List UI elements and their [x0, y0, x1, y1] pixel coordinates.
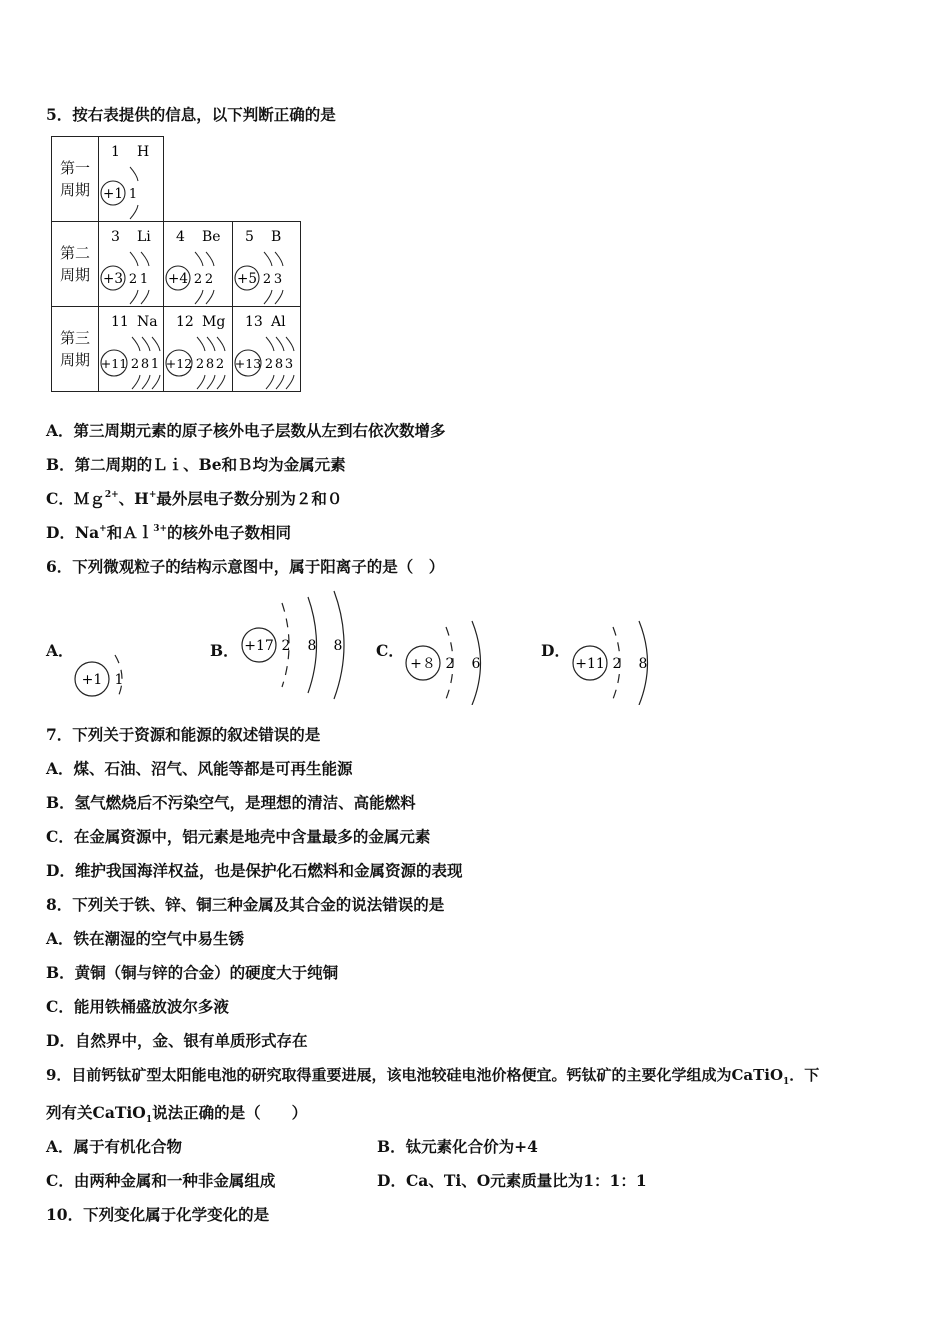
shell-arc-bottom	[197, 375, 205, 389]
shell-arc-top	[132, 337, 140, 351]
q9-option-b: B．钛元素化合价为+4	[377, 1137, 538, 1156]
shell-electron-count: 2	[262, 272, 271, 287]
shell-arc-bottom	[206, 290, 214, 304]
shell-arc-top	[142, 337, 150, 351]
q5-stem: 5．按右表提供的信息，以下判断正确的是	[46, 105, 336, 124]
element-symbol: B	[270, 229, 281, 245]
element-cell-Mg	[164, 307, 233, 392]
nucleus-charge: +12	[165, 356, 193, 371]
shell-arc-bottom	[141, 290, 149, 304]
shell-electron-count: 8	[274, 357, 283, 372]
shell-electron-count: 2	[215, 357, 225, 372]
shell-arc-top	[195, 252, 203, 266]
atomic-number: 5	[244, 229, 254, 245]
shell-electron-count: 8	[205, 357, 215, 372]
shell-arc-top	[207, 337, 215, 351]
nucleus-charge: +11	[575, 656, 605, 672]
element-cell-B	[232, 222, 300, 307]
shell-electron-count: 2	[193, 272, 203, 287]
q8-stem: 8．下列关于铁、锌、铜三种金属及其合金的说法错误的是	[46, 895, 445, 914]
shell-arc-bottom	[266, 375, 274, 389]
shell-arc-bottom	[152, 375, 160, 389]
shell-electron-count: 2	[281, 638, 291, 654]
shell-arc-bottom	[132, 375, 140, 389]
element-symbol: Li	[137, 229, 151, 245]
q6-label-c: C．	[376, 641, 404, 660]
atomic-number: 1	[111, 144, 120, 160]
shell-electron-count: 2	[130, 357, 140, 372]
q6-stem: 6．下列微观粒子的结构示意图中，属于阳离子的是（ ）	[46, 557, 445, 576]
element-symbol: Na	[137, 314, 158, 330]
q7-option-d: D．维护我国海洋权益，也是保护化石燃料和金属资源的表现	[46, 861, 463, 880]
nucleus-charge: +3	[103, 271, 123, 287]
shell-arc-top	[152, 337, 160, 351]
q6-diagram-d	[564, 615, 664, 705]
shell-arc-top	[141, 252, 149, 266]
shell-arc-bottom	[130, 290, 138, 304]
q8-option-a: A．铁在潮湿的空气中易生锈	[46, 929, 245, 948]
shell-electron-count: 8	[140, 357, 150, 372]
shell-arc-top	[130, 252, 138, 266]
atomic-number: 13	[244, 314, 263, 330]
shell-electron-count: 2	[128, 272, 138, 287]
shell-arc-top	[206, 252, 214, 266]
q9-option-a: A．属于有机化合物	[46, 1137, 183, 1156]
q8-option-c: C．能用铁桶盛放波尔多液	[46, 997, 229, 1016]
shell-arc-top	[286, 337, 294, 351]
q10-stem: 10．下列变化属于化学变化的是	[46, 1205, 270, 1224]
shell-arc-top	[264, 252, 272, 266]
shell-arc-bottom	[142, 375, 150, 389]
shell-arc-bottom	[264, 290, 272, 304]
nucleus-charge: +1	[81, 672, 103, 688]
shell-arc-top	[130, 167, 138, 181]
q9-stem-line1: 9．目前钙钛矿型太阳能电池的研究取得重要进展，该电池较硅电池价格便宜。钙钛矿的主要化学组成为CaTiO$_1$．下	[46, 1066, 820, 1087]
element-symbol: Be	[202, 229, 221, 245]
q6-label-a: A．	[46, 641, 74, 660]
shell-electron-count: 1	[128, 187, 138, 202]
shell-electron-count: 1	[150, 357, 160, 372]
period-1-label: 第一 周期	[52, 137, 99, 222]
shell-arc-bottom	[217, 375, 225, 389]
q8-option-b: B．黄铜（铜与锌的合金）的硬度大于纯铜	[46, 963, 339, 982]
shell-arc-top	[276, 337, 284, 351]
nucleus-charge: +13	[234, 356, 261, 371]
shell-arc-bottom	[207, 375, 215, 389]
atomic-number: 11	[111, 314, 129, 330]
period-3-label: 第三 周期	[52, 307, 99, 392]
shell-arc-bottom	[130, 205, 138, 219]
shell-electron-count: 3	[284, 357, 293, 372]
q5-option-c: C．Ｍｇ$^{2+}$、H+最外层电子数分别为２和０	[46, 489, 343, 508]
element-cell-Al	[232, 307, 300, 392]
q9-stem-line2: 列有关CaTiO$_1$说法正确的是（ ）	[46, 1103, 308, 1126]
q6-diagram-a	[66, 650, 146, 700]
nucleus-charge: +5	[236, 271, 257, 287]
q7-option-b: B．氢气燃烧后不污染空气，是理想的清洁、高能燃料	[46, 793, 416, 812]
element-symbol: Mg	[202, 314, 226, 330]
q7-option-c: C．在金属资源中，铝元素是地壳中含量最多的金属元素	[46, 827, 431, 846]
shell-arc-top	[197, 337, 205, 351]
q5-option-a: A．第三周期元素的原子核外电子层数从左到右依次数增多	[46, 421, 446, 440]
periodic-table	[51, 136, 301, 392]
shell-arc-bottom	[286, 375, 294, 389]
shell-electron-count: 2	[204, 272, 214, 287]
shell-arc-bottom	[195, 290, 203, 304]
nucleus-charge: +1	[103, 186, 123, 202]
q5-option-d: D．Na+和Ａｌ$^{3+}$的核外电子数相同	[46, 523, 292, 542]
element-cell-H	[99, 137, 164, 222]
atomic-number: 4	[176, 229, 185, 245]
shell-arc-top	[217, 337, 225, 351]
shell-arc-top	[266, 337, 274, 351]
q9-option-c: C．由两种金属和一种非金属组成	[46, 1171, 276, 1190]
q7-option-a: A．煤、石油、沼气、风能等都是可再生能源	[46, 759, 353, 778]
q8-option-d: D．自然界中，金、银有单质形式存在	[46, 1031, 308, 1050]
shell-electron-count: 2	[445, 656, 455, 672]
nucleus-charge: +4	[168, 271, 188, 287]
shell-electron-count: 2	[264, 357, 273, 372]
element-cell-Be	[164, 222, 233, 307]
q6-diagram-b	[234, 585, 354, 705]
element-cell-Li	[99, 222, 164, 307]
shell-electron-count: 1	[139, 272, 149, 287]
nucleus-charge: +17	[244, 638, 274, 654]
q6-label-d: D．	[541, 641, 570, 660]
shell-electron-count: 3	[273, 272, 282, 287]
atomic-number: 3	[111, 229, 120, 245]
shell-arc-bottom	[275, 290, 283, 304]
atomic-number: 12	[176, 314, 194, 330]
nucleus-charge: +８	[410, 656, 436, 672]
q6-diagram-c	[398, 615, 498, 705]
q6-label-b: B．	[210, 641, 239, 660]
element-cell-Na	[99, 307, 164, 392]
shell-electron-count: 2	[612, 656, 622, 672]
q7-stem: 7．下列关于资源和能源的叙述错误的是	[46, 725, 321, 744]
shell-electron-count: 2	[195, 357, 205, 372]
nucleus-charge: +11	[100, 356, 128, 371]
shell-arc-top	[275, 252, 283, 266]
shell-electron-count: 8	[333, 638, 343, 654]
q9-option-d: D．Ca、Ti、O元素质量比为1：1：1	[377, 1171, 647, 1190]
shell-arc-bottom	[276, 375, 284, 389]
shell-electron-count: 8	[638, 656, 648, 672]
q5-option-b: B．第二周期的Ｌｉ、Be和Ｂ均为金属元素	[46, 455, 346, 474]
element-symbol: Al	[270, 314, 286, 330]
shell-electron-count: 8	[307, 638, 317, 654]
period-2-label: 第二 周期	[52, 222, 99, 307]
element-symbol: H	[137, 144, 150, 160]
shell-electron-count: 6	[471, 656, 481, 672]
shell-electron-count: 1	[114, 672, 124, 688]
